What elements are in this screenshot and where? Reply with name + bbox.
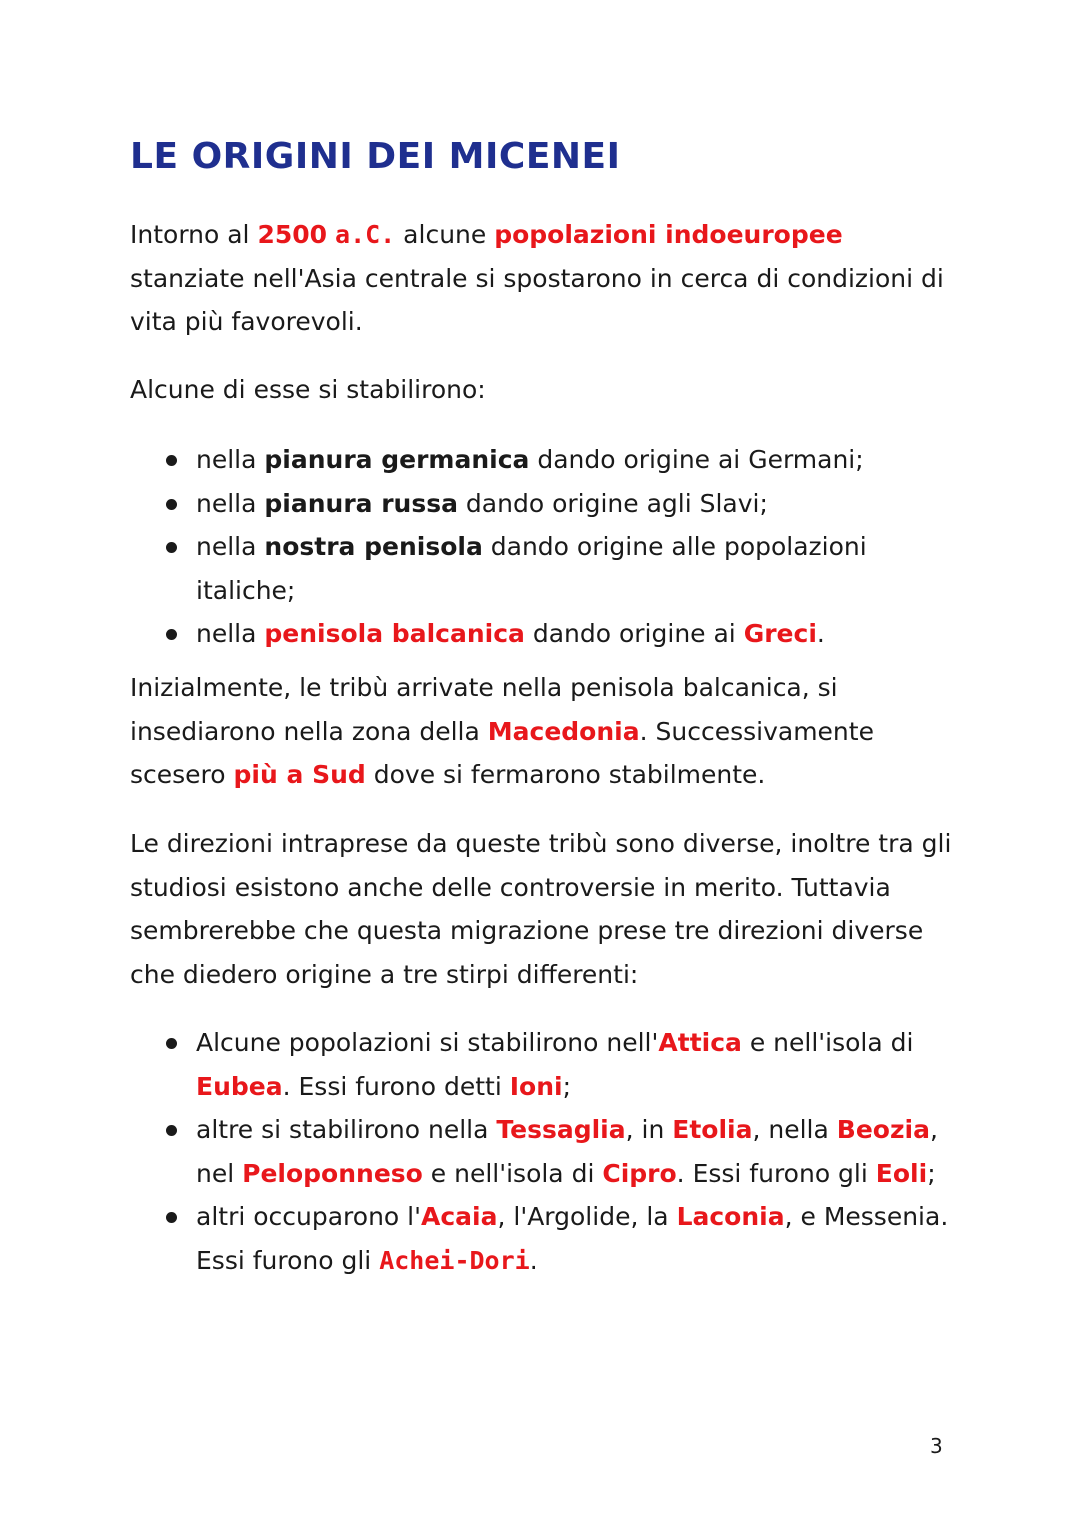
text: dando origine agli Slavi;	[457, 488, 768, 518]
bullet-icon	[166, 1125, 177, 1136]
bullet-icon	[166, 455, 177, 466]
bullet-icon	[166, 1038, 177, 1049]
list-item	[160, 482, 970, 526]
list-item	[160, 525, 970, 612]
bullet-icon	[166, 499, 177, 510]
list-item	[160, 1021, 970, 1108]
text: altri occuparono l'	[196, 1202, 421, 1231]
highlight-place: Tessaglia	[496, 1115, 626, 1144]
highlight-term: Greci	[743, 619, 817, 648]
highlight-people: Achei-Dori	[379, 1245, 530, 1275]
settlement-list	[160, 438, 970, 656]
list-item	[160, 1108, 970, 1195]
stirpi-list	[160, 1021, 970, 1282]
text: ;	[927, 1158, 936, 1188]
list-item	[160, 612, 970, 656]
text: nella	[196, 488, 265, 518]
bullet-icon	[166, 1212, 177, 1223]
page-number: 3	[930, 1434, 943, 1458]
text: dove si fermarono stabilmente.	[365, 760, 766, 789]
text: , l'Argolide, la	[497, 1202, 677, 1231]
text: Intorno al	[130, 220, 258, 249]
bold-term: nostra penisola	[264, 532, 483, 561]
text: , in	[625, 1115, 673, 1144]
text: . Essi furono gli	[676, 1158, 876, 1188]
highlight-place: Peloponneso	[242, 1158, 423, 1188]
bold-term: pianura russa	[264, 488, 458, 518]
paragraph-directions: Le direzioni intraprese da queste tribù sono diverse, inoltre tra gli studiosi esistono anche delle controversie in merito. Tuttavia sembrerebbe che questa migrazione prese tre direzioni diverse che diedero origine a tre stirpi differenti:	[130, 829, 952, 989]
text: nella	[196, 445, 265, 474]
text: e nell'isola di	[741, 1028, 914, 1057]
bullet-icon	[166, 629, 177, 640]
highlight-place: Macedonia	[487, 716, 640, 746]
highlight-place: Etolia	[672, 1115, 753, 1144]
text: Inizialmente, le tribù arrivate nella penisola balcanica, si insediarono nella zona della	[130, 673, 838, 746]
highlight-people: Ioni	[509, 1071, 563, 1101]
highlight-place: Beozia	[836, 1115, 930, 1144]
text: .	[816, 619, 825, 648]
bold-term: pianura germanica	[264, 445, 530, 474]
text: Alcune popolazioni si stabilirono nell'	[196, 1028, 659, 1057]
text: , nel	[196, 1115, 938, 1188]
text: dando origine alle popolazioni italiche;	[196, 532, 867, 605]
text: altre si stabilirono nella	[196, 1115, 497, 1144]
highlight-term: penisola balcanica	[264, 619, 525, 648]
text: . Essi furono detti	[282, 1071, 510, 1101]
list-item	[160, 438, 970, 482]
text: . Successivamente scesero	[130, 716, 874, 789]
paragraph-macedonia	[130, 666, 960, 797]
highlight-date: 2500	[257, 220, 328, 249]
text: .	[529, 1245, 538, 1275]
highlight-date-era: a.C.	[335, 220, 396, 249]
text: e nell'isola di	[422, 1158, 603, 1188]
highlight-place: Acaia	[421, 1202, 498, 1231]
page-title: LE ORIGINI DEI MICENEI	[130, 136, 621, 177]
highlight-place: Cipro	[602, 1158, 677, 1188]
text: nella	[196, 532, 265, 561]
highlight-people: Eoli	[875, 1158, 928, 1188]
paragraph-intro	[130, 213, 960, 344]
text: nella	[196, 619, 265, 648]
text: alcune	[395, 220, 495, 249]
text: dando origine ai	[524, 619, 744, 648]
highlight-place: Eubea	[196, 1071, 283, 1101]
text: stanziate nell'Asia centrale si spostarono in cerca di condizioni di vita più favorevoli.	[130, 263, 944, 336]
text: , nella	[752, 1115, 837, 1144]
paragraph-list-intro: Alcune di esse si stabilirono:	[130, 375, 486, 404]
text: ;	[562, 1071, 572, 1101]
text: dando origine ai Germani;	[529, 445, 864, 474]
highlight-place: Attica	[658, 1028, 742, 1057]
highlight-populations: popolazioni indoeuropee	[494, 220, 843, 249]
text: , e Messenia. Essi furono gli	[196, 1202, 949, 1275]
list-item	[160, 1195, 970, 1282]
highlight-direction: più a Sud	[233, 760, 366, 789]
bullet-icon	[166, 542, 177, 553]
highlight-place: Laconia	[676, 1202, 785, 1231]
